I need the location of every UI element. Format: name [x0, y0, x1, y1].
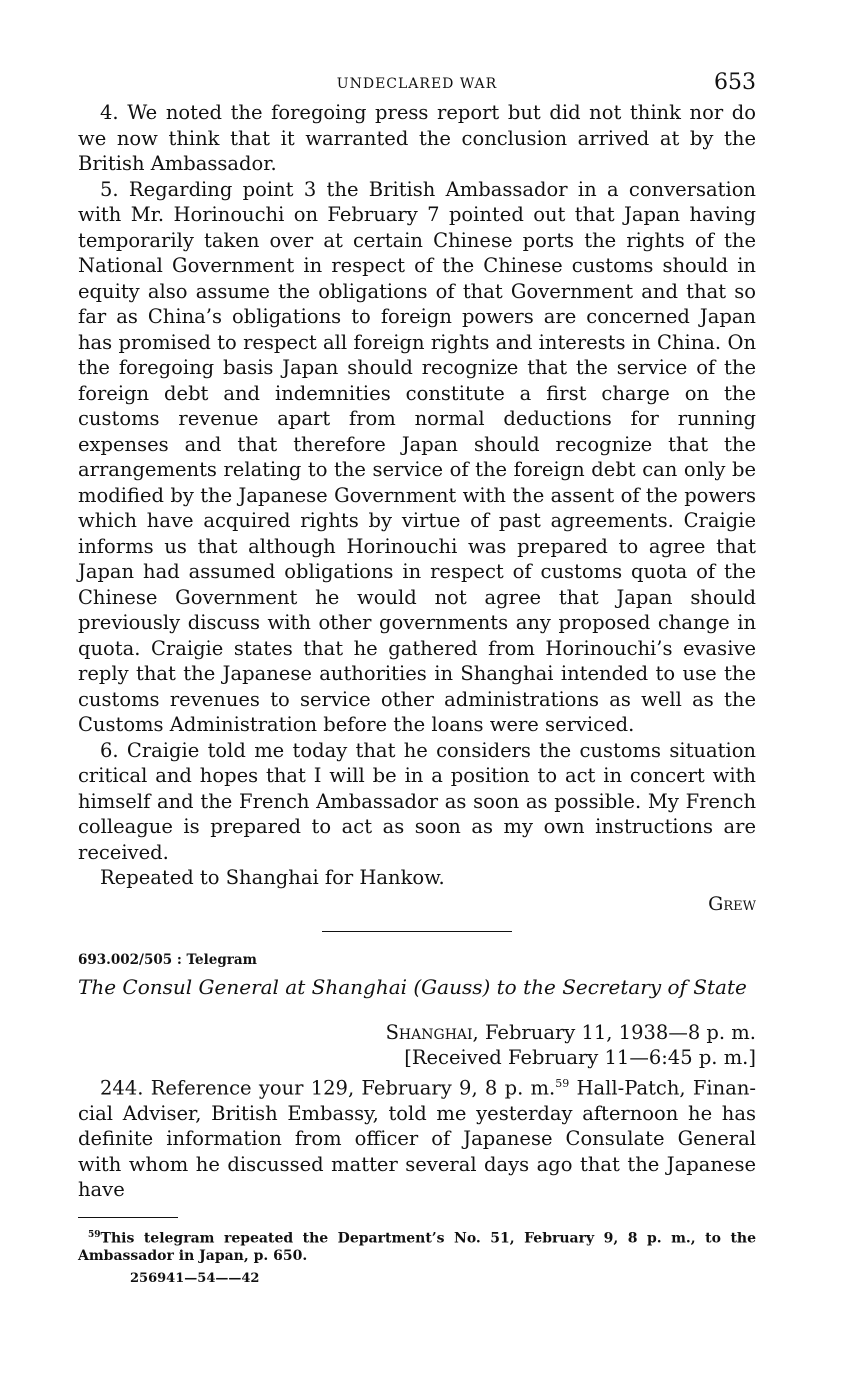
dateline-date: February 11, 1938—8 p. m.: [478, 1020, 756, 1044]
footnote: [78, 1226, 756, 1266]
footnote-text: This telegram repeated the Department’s No. 51, February 9, 8 p. m., to the Ambassador in Japan, p. 650.: [78, 1230, 756, 1265]
dateline: [78, 1020, 756, 1046]
paragraph-4: 4. We noted the foregoing press report but did not think nor do we now think that it warranted the conclusion arrived at by the British Ambassador.: [78, 101, 756, 175]
body-text: [78, 100, 756, 891]
footnote-marker: 59: [88, 1229, 101, 1240]
telegram-body-rest: Hall-Patch, Financial Adviser, British Embassy, told me yesterday afternoon he has definite information from officer of Japanese Consulate General with whom he discussed matter several days ago that the Japanese have: [78, 1076, 756, 1201]
dateline-place: Shanghai,: [385, 1020, 479, 1044]
telegram-body: [78, 1071, 756, 1203]
paragraph-5: 5. Regarding point 3 the British Ambassador in a conversation with Mr. Horinouchi on February 7 pointed out that Japan having temporarily taken over at certain Chinese ports the rights of the National Government in respect of the Chinese customs should in equity also assume the obligations of that Government and that so far as China’s obligations to foreign powers are concerned Japan has promised to respect all foreign rights and interests in China. On the foregoing basis Japan should recognize that the service of the foreign debt and indemnities constitute a first charge on the customs revenue apart from normal deductions for running expenses and that therefore Japan should recognize that the arrangements relating to the service of the foreign debt can only be modified by the Japanese Government with the assent of the powers which have acquired rights by virtue of past agreements. Craigie informs us that although Horinouchi was prepared to agree that Japan had assumed obligations in respect of customs quota of the Chinese Government he would not agree that Japan should previously discuss with other governments any proposed change in quota. Craigie states that he gathered from Horinouchi’s evasive reply that the Japanese authorities in Shanghai intended to use the customs revenues to service other administrations as well as the Customs Administration before the loans were serviced.: [78, 177, 756, 736]
file-reference: 693.002/505 : Telegram: [78, 951, 257, 968]
footnote-divider: [78, 1217, 178, 1218]
paragraph-repeated: Repeated to Shanghai for Hankow.: [100, 866, 445, 889]
footnote-ref: 59: [555, 1076, 570, 1090]
page-header: [78, 66, 756, 100]
received-line: [Received February 11—6:45 p. m.]: [404, 1046, 756, 1069]
running-head: UNDECLARED WAR: [336, 76, 498, 92]
document-page: [78, 66, 756, 1286]
page-number: 653: [714, 70, 756, 95]
document-title: The Consul General at Shanghai (Gauss) to the Secretary of State: [78, 974, 747, 999]
telegram-body-start: 244. Reference your 129, February 9, 8 p. m.: [100, 1076, 556, 1099]
section-divider: [322, 931, 512, 932]
signature: Grew: [708, 892, 756, 915]
paragraph-6: 6. Craigie told me today that he considers the customs situation critical and hopes that I will be in a position to act in concert with himself and the French Ambassador as soon as possible. My French colleague is prepared to act as soon as my own instructions are received.: [78, 738, 756, 864]
paragraph-244: [78, 1071, 756, 1203]
print-code: 256941—54——42: [130, 1271, 260, 1287]
